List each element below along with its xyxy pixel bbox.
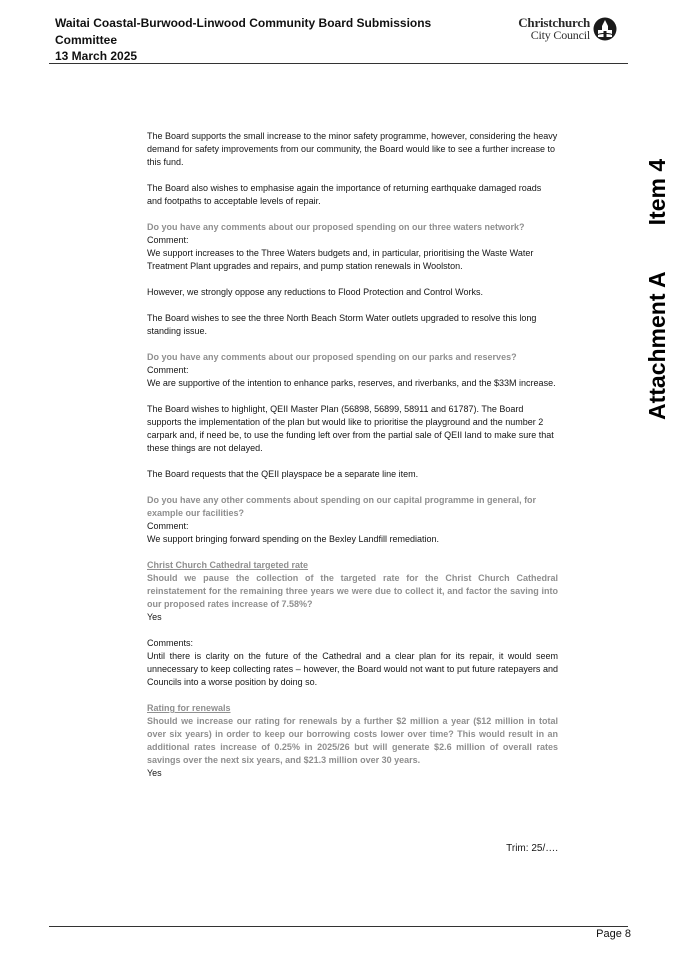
paragraph: The Board also wishes to emphasise again the importance of returning earthquake damaged roads and footpaths to acceptable levels of repair. — [147, 183, 542, 206]
submission-body — [147, 130, 558, 780]
attachment-side-tab — [643, 150, 671, 420]
paragraph: The Board supports the small increase to the minor safety programme, however, considering the heavy demand for safety improvements from our community, the Board would like to see a further increase to this fund. — [147, 131, 558, 167]
answer-paragraph: We are supportive of the intention to enhance parks, reserves, and riverbanks, and the $33M increase. — [147, 378, 556, 388]
question-three-waters: Do you have any comments about our proposed spending on our three waters network? — [147, 222, 525, 232]
answer-paragraph: Until there is clarity on the future of the Cathedral and a clear plan for its repair, it would seem unnecessary to keep collecting rates – however, the Board would not want to put future ratepayers and Councils into a worse position by doing so. — [147, 651, 558, 687]
item-label: Item 4 — [643, 158, 670, 226]
comment-label: Comment: — [147, 365, 189, 375]
comment-label: Comment: — [147, 235, 189, 245]
council-logo — [510, 16, 620, 44]
attachment-label: Attachment A — [643, 271, 670, 420]
page-number: Page 8 — [596, 928, 631, 940]
header-title-line1: Waitai Coastal-Burwood-Linwood Community Board Submissions — [55, 16, 432, 30]
trim-reference: Trim: 25/…. — [506, 843, 558, 854]
answer-paragraph: We support increases to the Three Waters budgets and, in particular, prioritising the Waste Water Treatment Plant upgrades and repairs, and pump station renewals in Woolston. — [147, 248, 534, 271]
logo-text — [510, 16, 590, 42]
answer-paragraph: We support bringing forward spending on the Bexley Landfill remediation. — [147, 534, 440, 544]
comments-label: Comments: — [147, 638, 194, 648]
section-heading-cathedral-rate: Christ Church Cathedral targeted rate — [147, 560, 309, 570]
document-header-title — [55, 15, 475, 65]
answer-paragraph: The Board wishes to see the three North Beach Storm Water outlets upgraded to resolve this long standing issue. — [147, 313, 537, 336]
question-rating-renewals: Should we increase our rating for renewals by a further $2 million a year ($12 million in total over six years) in order to keep our borrowing costs lower over time? This would result in an additional rates increase of 0.25% in 2025/26 but will generate $2.6 million of overall rates savings over the next six years, and $21.3 million over 30 years. — [147, 716, 558, 765]
comment-label: Comment: — [147, 521, 189, 531]
header-title-line2: Committee — [55, 32, 118, 47]
answer-paragraph: However, we strongly oppose any reductions to Flood Protection and Control Works. — [147, 287, 484, 297]
question-parks-reserves: Do you have any comments about our proposed spending on our parks and reserves? — [147, 352, 517, 362]
logo-line2: City Council — [530, 28, 590, 42]
ccc-cathedral-icon — [593, 17, 617, 41]
answer-paragraph: The Board wishes to highlight, QEII Master Plan (56898, 56899, 58911 and 61787). The Board supports the implementation of the plan but would like to prioritise the playground and the number 2 carpark and, if need be, to use the funding left over from the partial sale of QEII land to make sure that these things are not delayed. — [147, 404, 554, 453]
logo-line1: Christchurch — [518, 15, 590, 30]
question-capital-programme: Do you have any other comments about spending on our capital programme in general, for example our facilities? — [147, 495, 537, 518]
answer-yes: Yes — [147, 612, 162, 622]
question-cathedral-rate: Should we pause the collection of the targeted rate for the Christ Church Cathedral reinstatement for the remaining three years we were due to collect it, and factor the saving into our proposed rates increase of 7.58%? — [147, 573, 558, 609]
answer-paragraph: The Board requests that the QEII playspace be a separate line item. — [147, 469, 419, 479]
answer-yes: Yes — [147, 768, 162, 778]
footer-divider — [49, 926, 628, 927]
section-heading-rating-renewals: Rating for renewals — [147, 703, 231, 713]
header-divider — [49, 63, 628, 64]
header-date: 13 March 2025 — [55, 49, 138, 63]
